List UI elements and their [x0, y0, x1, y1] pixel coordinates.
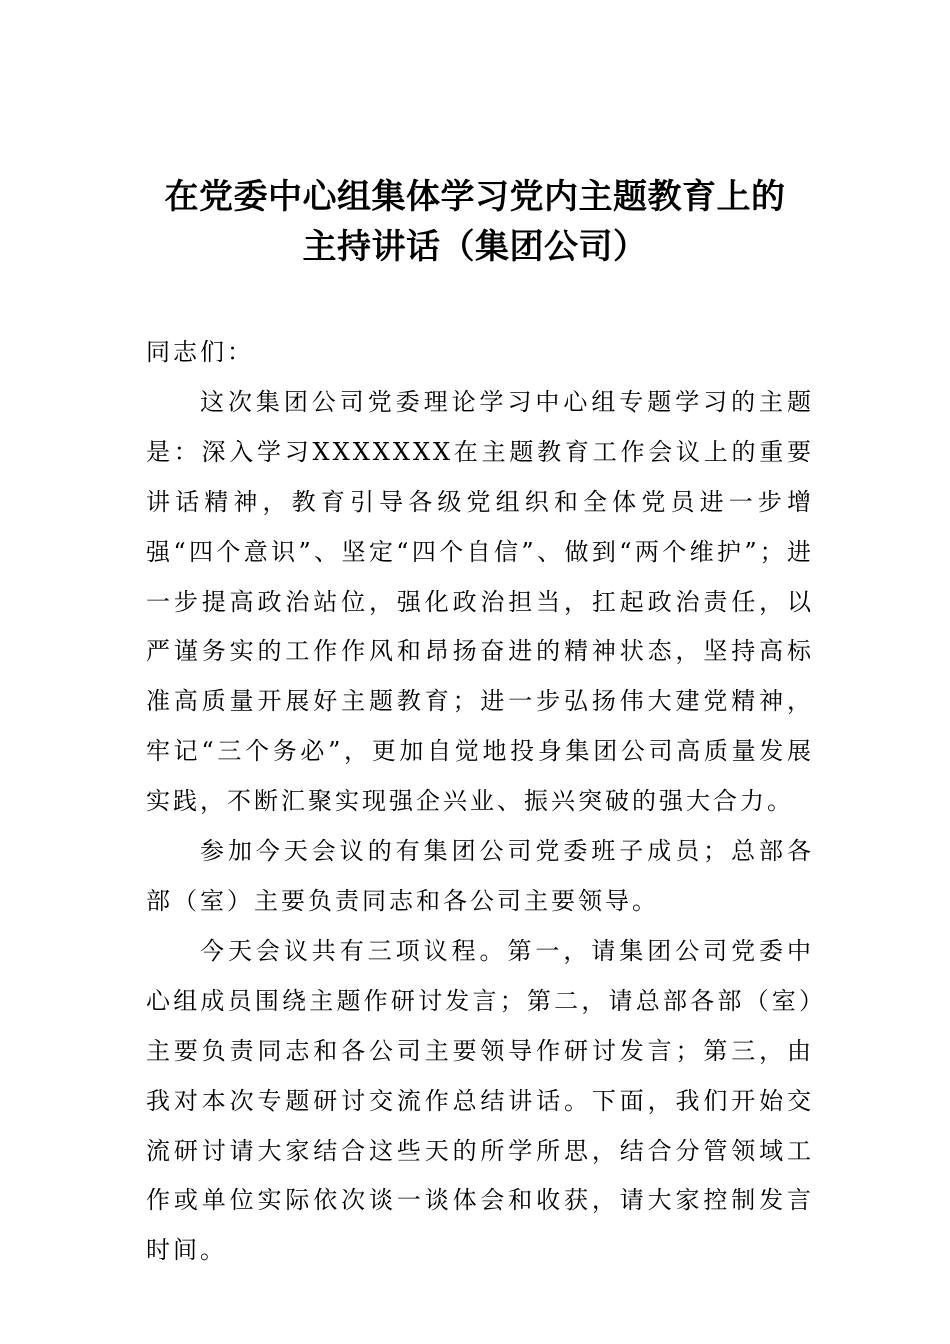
paragraph-attendees: 参加今天会议的有集团公司党委班子成员；总部各部（室）主要负责同志和各公司主要领导。 — [146, 837, 814, 915]
salutation: 同志们： — [146, 338, 254, 366]
document-title-line-2: 主持讲话（集团公司） — [302, 227, 648, 267]
paragraph-theme: 这次集团公司党委理论学习中心组专题学习的主题是：深入学习XXXXXXX在主题教育工作会议上的重要讲话精神，教育引导各级党组织和全体党员进一步增强“四个意识”、坚定“四个自信”、做到“两个维护”；进一步提高政治站位，强化政治担当，扛起政治责任，以严谨务实的工作作风和昂扬奋进的精神状态，坚持高标准高质量开展好主题教育；进一步弘扬伟大建党精神，牢记“三个务必”，更加自觉地投身集团公司高质量发展实践，不断汇聚实现强企兴业、振兴突破的强大合力。 — [146, 387, 814, 816]
paragraph-agenda: 今天会议共有三项议程。第一，请集团公司党委中心组成员围绕主题作研讨发言；第二，请总部各部（室）主要负责同志和各公司主要领导作研讨发言；第三，由我对本次专题研讨交流作总结讲话。下面，我们开始交流研讨请大家结合这些天的所学所思，结合分管领域工作或单位实际依次谈一谈体会和收获，请大家控制发言时间。 — [146, 936, 814, 1265]
document-title-line-1: 在党委中心组集体学习党内主题教育上的 — [164, 177, 786, 217]
document-body — [146, 328, 814, 1276]
